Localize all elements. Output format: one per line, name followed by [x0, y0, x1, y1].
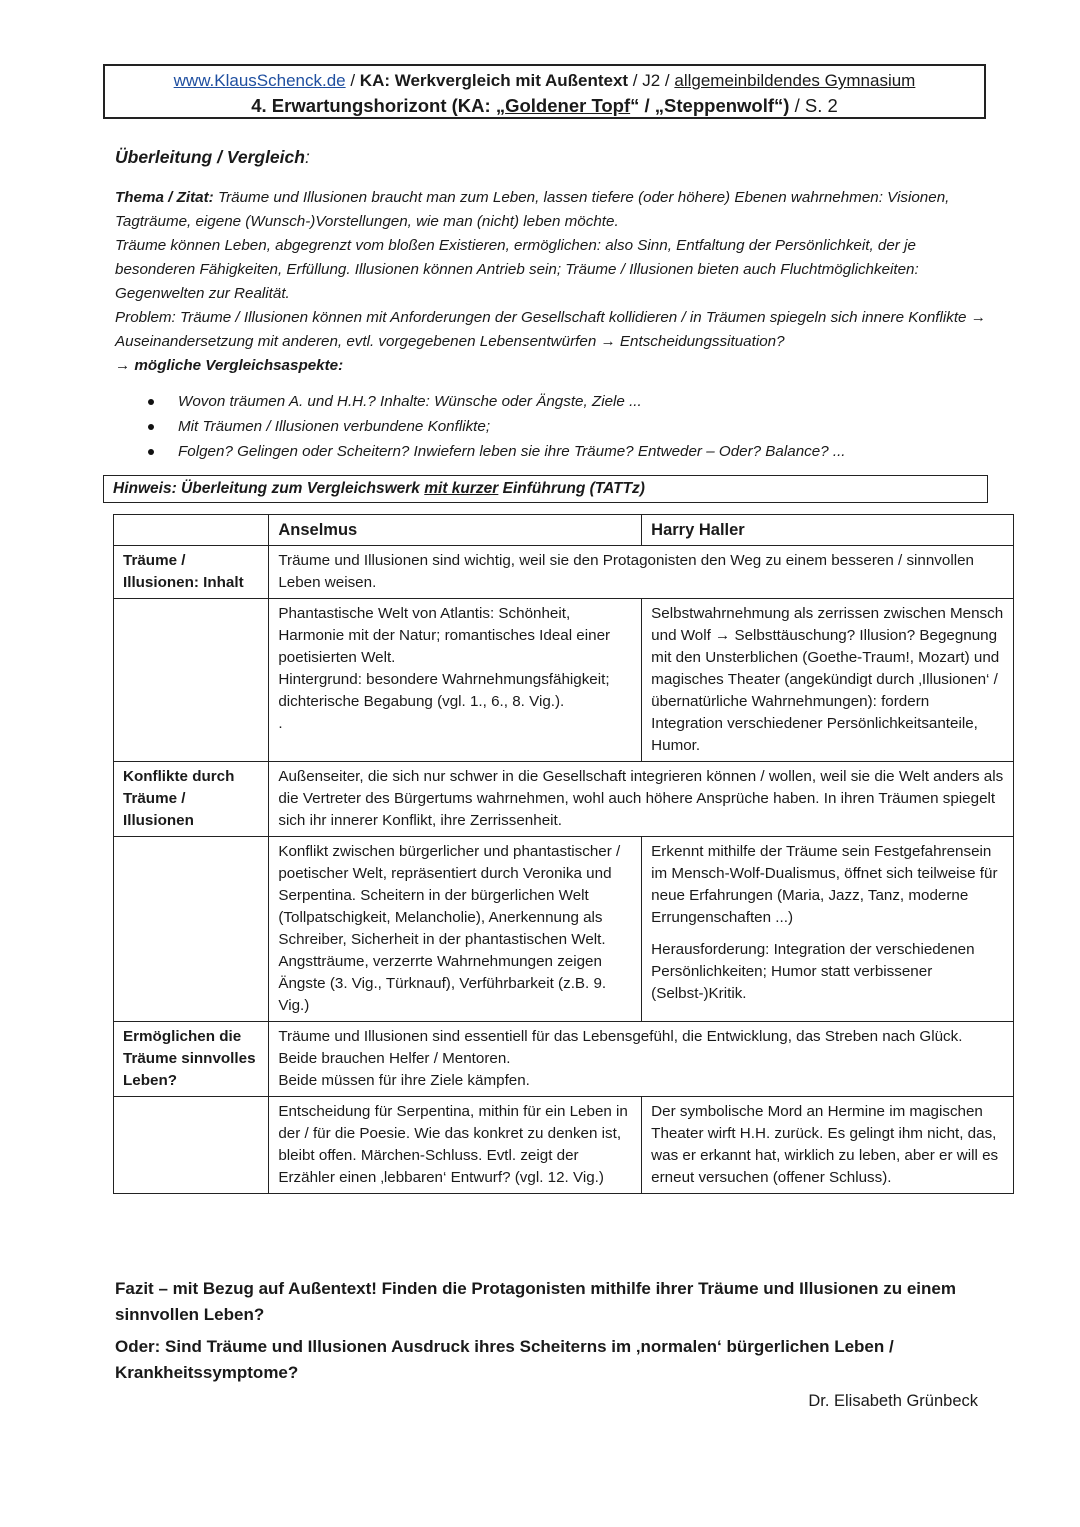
column-header-anselmus: Anselmus [269, 515, 642, 546]
common-cell: Träume und Illusionen sind essentiell für das Lebensgefühl, die Entwicklung, das Streben nach Glück. Beide brauchen Helfer / Mentoren. Beide müssen für ihre Ziele kämpfen. [269, 1022, 1014, 1097]
hint-box: Hinweis: Überleitung zum Vergleichswerk mit kurzer Einführung (TATTz) [103, 475, 988, 503]
aspect-list [145, 389, 985, 464]
column-header-harry: Harry Haller [642, 515, 1014, 546]
author-name: Dr. Elisabeth Grünbeck [808, 1392, 978, 1410]
table-row [114, 515, 1014, 546]
anselmus-cell: Entscheidung für Serpentina, mithin für ein Leben in der / für die Poesie. Wie das konkret zu denken ist, bleibt offen. Märchen-Schluss. Evtl. zeigt der Erzähler einen ‚lebbaren‘ Entwurf? (vgl. 12. Vig.) [269, 1097, 642, 1194]
school-type: allgemeinbildendes Gymnasium [674, 71, 916, 90]
harry-cell: Der symbolische Mord an Hermine im magischen Theater wirft H.H. zurück. Es gelingt ihm nicht, das, was er erkannt hat, wirklich zu leben, aber er will es erneut versuchen (offener Schluss). [642, 1097, 1014, 1194]
intro-aspects-heading: → mögliche Vergleichsaspekte: [115, 357, 344, 374]
row-label: Ermöglichen die Träume sinnvolles Leben? [114, 1022, 269, 1097]
list-item: Folgen? Gelingen oder Scheitern? Inwiefern leben sie ihre Träume? Entweder – Oder? Balance? ... [145, 439, 985, 464]
header-line-2: 4. Erwartungshorizont (KA: „Goldener Topf“ / „Steppenwolf“) / S. 2 [251, 95, 838, 116]
conclusion-question-2: Oder: Sind Träume und Illusionen Ausdruck ihres Scheiterns im ‚normalen‘ bürgerlichen Leben / Krankheitssymptome? [115, 1337, 894, 1382]
intro-thema: Thema / Zitat: Träume und Illusionen braucht man zum Leben, lassen tiefere (oder höhere) Ebenen wahrnehmen: Visionen, Tagträume, eigene (Wunsch-)Vorstellungen, wie man (nicht) leben möchte. [115, 189, 950, 230]
section-title: Überleitung / Vergleich: [115, 147, 310, 167]
row-label: Konflikte durch Träume / Illusionen [114, 762, 269, 837]
harry-cell: Selbstwahrnehmung als zerrissen zwischen Mensch und Wolf → Selbsttäuschung? Illusion? Begegnung mit den Unsterblichen (Goethe-Traum!, Mozart) und magisches Theater (angekündigt durch ‚Illusionen‘ / übernatürliche Wahrnehmungen): fordern Integration verschiedener Persönlichkeitsanteile, Humor. [642, 599, 1014, 762]
page-number: / S. 2 [789, 95, 838, 116]
list-item: Mit Träumen / Illusionen verbundene Konflikte; [145, 414, 985, 439]
anselmus-cell: Konflikt zwischen bürgerlicher und phantastischer / poetischer Welt, repräsentiert durch Veronika und Serpentina. Scheitern in der bürgerlichen Welt (Tollpatschigkeit, Melancholie), Anerkennung als Schreiber, Sicherheit in der phantastischen Welt. Angstträume, verzerrte Wahrnehmungen zeigen Ängste (3. Vig., Türknauf), Verführbarkeit (z.B. 9. Vig.) [269, 837, 642, 1022]
site-link[interactable]: www.KlausSchenck.de [173, 71, 346, 90]
common-cell: Träume und Illusionen sind wichtig, weil sie den Protagonisten den Weg zu einem besseren / sinnvollen Leben weisen. [269, 546, 1014, 599]
header-line-1: www.KlausSchenck.de / KA: Werkvergleich mit Außentext / J2 / allgemeinbildendes Gymnasium [173, 71, 916, 90]
intro-problem: Problem: Träume / Illusionen können mit Anforderungen der Gesellschaft kollidieren / in Träumen spiegeln sich innere Konflikte → Auseinandersetzung mit anderen, evtl. vorgegebenen Lebensentwürfen → Entscheidungssituation? [115, 309, 986, 350]
table-row [114, 546, 1014, 599]
work-title-1: Goldener Topf [505, 95, 631, 116]
anselmus-cell: Phantastische Welt von Atlantis: Schönheit, Harmonie mit der Natur; romantisches Ideal einer poetisierten Welt. Hintergrund: besondere Wahrnehmungsfähigkeit; dichterische Begabung (vgl. 1., 6., 8. Vig.). . [269, 599, 642, 762]
document-header [103, 64, 986, 119]
common-cell: Außenseiter, die sich nur schwer in die Gesellschaft integrieren können / wollen, weil sie die Welt anders als die Vertreter des Bürgertums wahrnehmen, wohl auch höhere Ansprüche haben. In ihren Träumen spiegelt sich ihr innerer Konflikt, ihre Zerrissenheit. [269, 762, 1014, 837]
table-row [114, 1097, 1014, 1194]
table-row [114, 599, 1014, 762]
comparison-table [113, 514, 1014, 1194]
table-row [114, 837, 1014, 1022]
conclusion [115, 1276, 995, 1392]
intro-p2: Träume können Leben, abgegrenzt vom bloßen Existieren, ermöglichen: also Sinn, Entfaltung der Persönlichkeit, der je besonderen Fähigkeiten, Erfüllung. Illusionen können Antrieb sein; Träume / Illusionen bieten auch Fluchtmöglichkeiten: Gegenwelten zur Realität. [115, 237, 919, 302]
exam-type: KA: Werkvergleich mit Außentext [359, 71, 629, 90]
table-row [114, 762, 1014, 837]
row-label: Träume / Illusionen: Inhalt [114, 546, 269, 599]
harry-cell: Erkennt mithilfe der Träume sein Festgefahrensein im Mensch-Wolf-Dualismus, öffnet sich teilweise für neue Erfahrungen (Maria, Jazz, Tanz, moderne Errungenschaften ...) Herausforderung: Integration der verschiedenen Persönlichkeiten; Humor statt verbissener (Selbst-)Kritik. [642, 837, 1014, 1022]
conclusion-question-1: Fazit – mit Bezug auf Außentext! Finden die Protagonisten mithilfe ihrer Träume und Illusionen zu einem sinnvollen Leben? [115, 1279, 956, 1324]
intro-text [115, 186, 995, 378]
table-row [114, 1022, 1014, 1097]
list-item: Wovon träumen A. und H.H.? Inhalte: Wünsche oder Ängste, Ziele ... [145, 389, 985, 414]
